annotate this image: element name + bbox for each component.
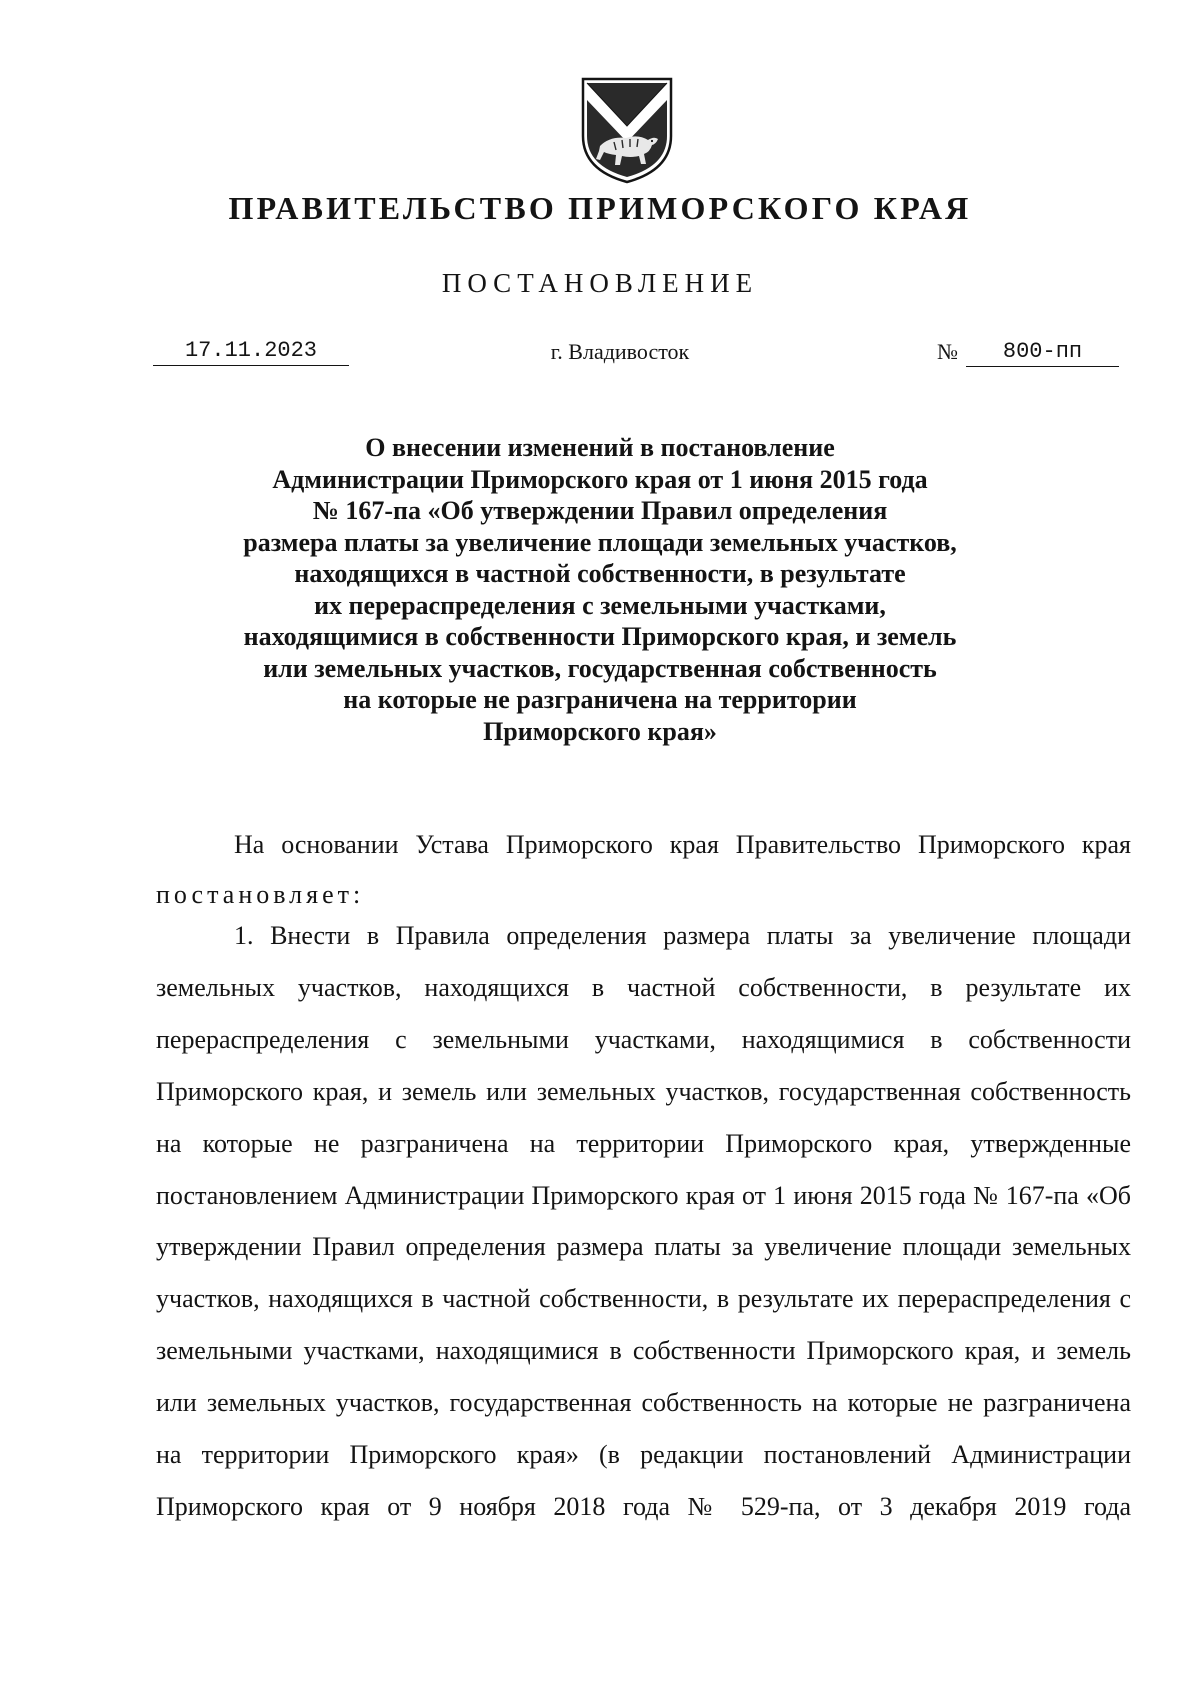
subject-line: О внесении изменений в постановление <box>365 433 835 462</box>
subject-line: на которые не разграничена на территории <box>343 685 857 714</box>
document-subject <box>100 432 1100 747</box>
preamble-text: На основании Устава Приморского края Правительство Приморского края <box>234 830 1131 859</box>
document-type-title: ПОСТАНОВЛЕНИЕ <box>441 268 759 298</box>
subject-line: Приморского края» <box>483 716 717 746</box>
primorsky-krai-coat-of-arms-icon <box>580 76 674 184</box>
preamble-decree-word: постановляет: <box>156 880 365 909</box>
subject-line: Администрации Приморского края от 1 июня 2015 года <box>272 464 928 494</box>
clause-1-paragraph: 1. Внести в Правила определения размера платы за увеличение площади земельных участков, находящихся в частной собственности, в результате их перераспределения с земельными участками, находящимися в собственности Приморского края, и земель или земельных участков, государственная собственность на которые не разграничена на территории Приморского края, утвержденные постановлением Администрации Приморского края от 1 июня 2015 года № 167-па «Об утверждении Правил определения размера платы за увеличение площади земельных участков, находящихся в частной собственности, в результате их перераспределения с земельными участками, находящимися в собственности Приморского края, и земель или земельных участков, государственная собственность на которые не разграничена на территории Приморского края» (в редакции постановлений Администрации Приморского края от 9 ноября 2018 года № 529-па, от 3 декабря 2019 года <box>156 921 1131 1521</box>
preamble-paragraph <box>156 820 1131 920</box>
document-city: г. Владивосток <box>550 339 690 364</box>
subject-line: или земельных участков, государственная собственность <box>263 653 937 683</box>
government-title: ПРАВИТЕЛЬСТВО ПРИМОРСКОГО КРАЯ <box>228 190 972 226</box>
document-date: 17.11.2023 <box>153 337 349 366</box>
document-number-sign: № <box>937 339 958 364</box>
subject-line: размера платы за увеличение площади земельных участков, <box>243 527 957 557</box>
subject-line: находящимися в собственности Приморского края, и земель <box>243 622 957 651</box>
subject-line: их перераспределения с земельными участками, <box>314 590 886 620</box>
subject-line: № 167-па «Об утверждении Правил определения <box>312 496 888 525</box>
document-number: 800-пп <box>966 338 1119 367</box>
subject-line: находящихся в частной собственности, в результате <box>294 559 906 588</box>
